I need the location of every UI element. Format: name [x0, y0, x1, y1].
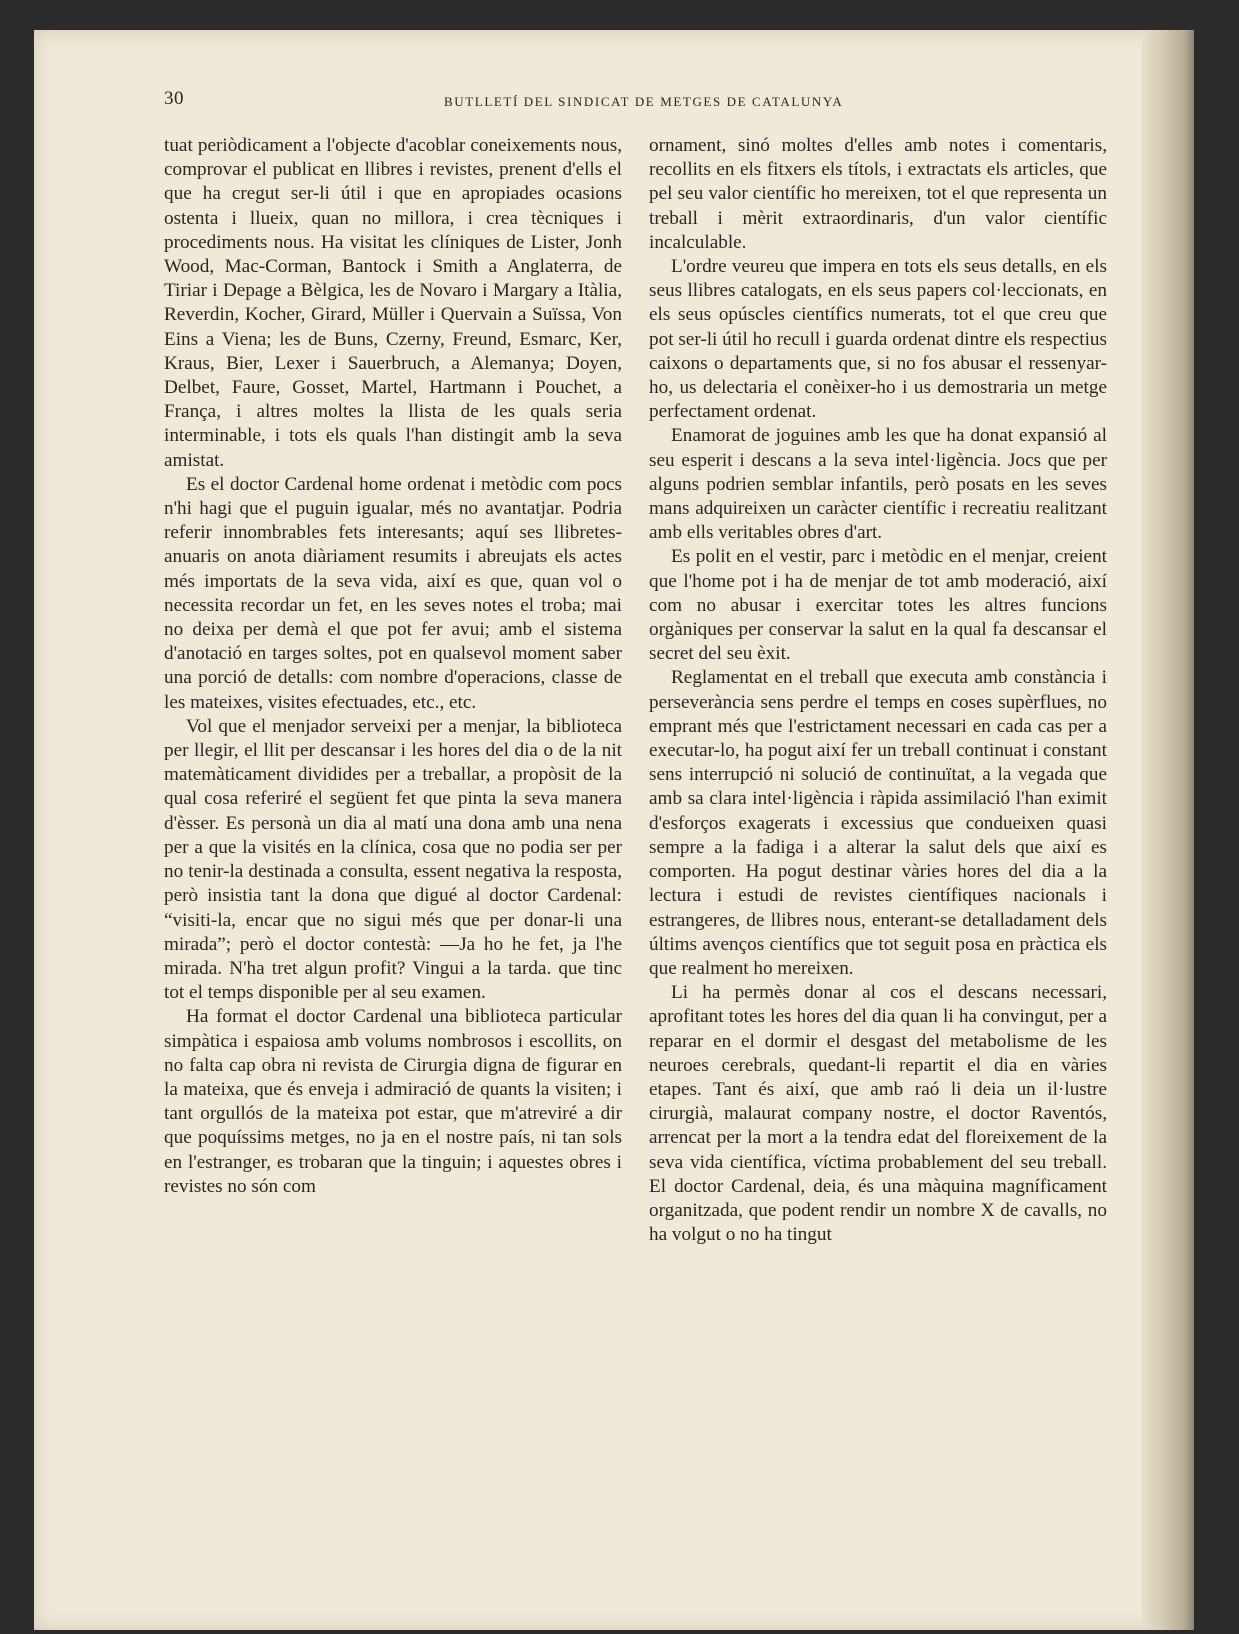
paragraph: Es polit en el vestir, parc i metòdic en el menjar, creient que l'home pot i ha de menjar de tot amb moderació, així com no abusar i exercitar totes les altres funcions orgàniques per conservar la salut en la qual fa descansar el secret del seu èxit. — [649, 546, 1107, 665]
running-title: BUTLLETÍ DEL SINDICAT DE METGES DE CATALUNYA — [444, 94, 844, 109]
page-number: 30 — [164, 88, 184, 109]
paragraph: Ha format el doctor Cardenal una biblioteca particular simpàtica i espaiosa amb volums nombrosos i escollits, on no falta cap obra ni revista de Cirurgia digna de figurar en la mateixa, que és enveja i admiració de quants la visiten; i tant orgullós de la mateixa pot estar, que m'atreviré a dir que poquíssims metges, no ja en el nostre país, ni tan sols en l'estranger, es trobaran que la tinguin; i aquestes obres i revistes no són com — [164, 1006, 622, 1197]
paragraph: tuat periòdicament a l'objecte d'acoblar coneixements nous, comprovar el publicat en llibres i revistes, prenent d'ells el que ha cregut ser-li útil i que en apropiades ocasions ostenta i llueix, quan no millora, i crea tècniques i procediments nous. Ha visitat les clíniques de Lister, Jonh Wood, Mac-Corman, Bantock i Smith a Anglaterra, de Tiriar i Depage a Bèlgica, les de Novaro i Margary a Itàlia, Reverdin, Kocher, Girard, Müller i Quervain a Suïssa, Von Eins a Viena; les de Buns, Czerny, Freund, Esmarc, Ker, Kraus, Bier, Lexer i Sauerbruch, a Alemanya; Doyen, Delbet, Faure, Gosset, Martel, Hartmann i Pouchet, a França, i altres moltes la llista de les quals seria interminable, i tots els quals l'han distingit amb la seva amistat. — [164, 135, 622, 471]
paragraph: Li ha permès donar al cos el descans necessari, aprofitant totes les hores del dia quan li ha convingut, per a reparar en el dormir el desgast del metabolisme de les neuroes cerebrals, quedant-li repartit el dia en vàries etapes. Tant és així, que amb raó li deia un il·lustre cirurgià, malaurat company nostre, el doctor Raventós, arrencat per la mort a la tendra edat del floreixement de la seva vida científica, víctima probablement del seu treball. El doctor Cardenal, deia, és una màquina magníficament organitzada, que podent rendir un nombre X de cavalls, no ha volgut o no ha tingut — [649, 982, 1107, 1246]
paragraph: L'ordre veureu que impera en tots els seus detalls, en els seus llibres catalogats, en els seus papers col·leccionats, en els seus opúscles científics numerats, tot el que creu que pot ser-li útil ho recull i guarda ordenat dintre els respectius caixons o departaments que, si no fos abusar el ressenyar-ho, us delectaria el conèixer-ho i us demostraria un metge perfectament ordenat. — [649, 256, 1107, 423]
paragraph: ornament, sinó moltes d'elles amb notes i comentaris, recollits en els fitxers els títols, i extractats els articles, que pel seu valor científic ho mereixen, tot el que representa un treball i mèrit extraordinaris, d'un valor científic incalculable. — [649, 135, 1107, 253]
right-column — [649, 134, 1107, 1247]
paragraph: Vol que el menjador serveixi per a menjar, la biblioteca per llegir, el llit per descansar i les hores del dia o de la nit matemàticament dividides per a treballar, a propòsit de la qual cosa referiré el següent fet que pinta la seva manera d'èsser. Es personà un dia al matí una dona amb una nena per a que la visités en la clínica, cosa que no podia ser per no tenir-la destinada a consulta, essent negativa la resposta, però insistia tant la dona que digué al doctor Cardenal: “visiti-la, encar que no sigui més que per donar-li una mirada”; però el doctor contestà: —Ja ho he fet, ja l'he mirada. N'ha tret algun profit? Vingui a la tarda. que tinc tot el temps disponible per al seu examen. — [164, 715, 622, 1004]
paragraph: Enamorat de joguines amb les que ha donat expansió al seu esperit i descans a la seva intel·ligència. Jocs que per alguns podrien semblar infantils, però posats en les seves mans adquireixen un caràcter científic i recreatiu realitzant amb ells veritables obres d'art. — [649, 425, 1107, 544]
journal-page — [34, 30, 1194, 1630]
paragraph: Reglamentat en el treball que executa amb constància i perseverància sens perdre el temps en coses supèrflues, no emprant més que l'estrictament necessari en cada cas per a executar-lo, ha pogut així fer un treball continuat i constant sens interrupció ni solució de continuïtat, a la vegada que amb sa clara intel·ligència i ràpida assimilació l'han eximit d'esforços exagerats i excessius que condueixen quasi sempre a la fadiga i a alterar la salut dels que així es comporten. Ha pogut destinar vàries hores del dia a la lectura i estudi de revistes científiques nacionals i estrangeres, de llibres nous, enterant-se detalladament dels últims avenços científics que tot seguit posa en pràctica els que realment ho mereixen. — [649, 667, 1107, 979]
left-column — [164, 134, 622, 1199]
book-spine-shadow — [1142, 30, 1194, 1630]
paragraph: Es el doctor Cardenal home ordenat i metòdic com pocs n'hi hagi que el puguin igualar, més no avantatjar. Podria referir innombrables fets interesants; aquí ses llibretes-anuaris on anota diàriament resumits i abreujats els actes més importats de la seva vida, així es que, quan vol o necessita recordar un fet, en les seves notes el troba; mai no deixa per demà el que pot fer avui; amb el sistema d'anotació en targes soltes, pot en qualsevol moment saber una porció de detalls: com nombre d'operacions, classe de les mateixes, visites efectuades, etc., etc. — [164, 473, 622, 713]
